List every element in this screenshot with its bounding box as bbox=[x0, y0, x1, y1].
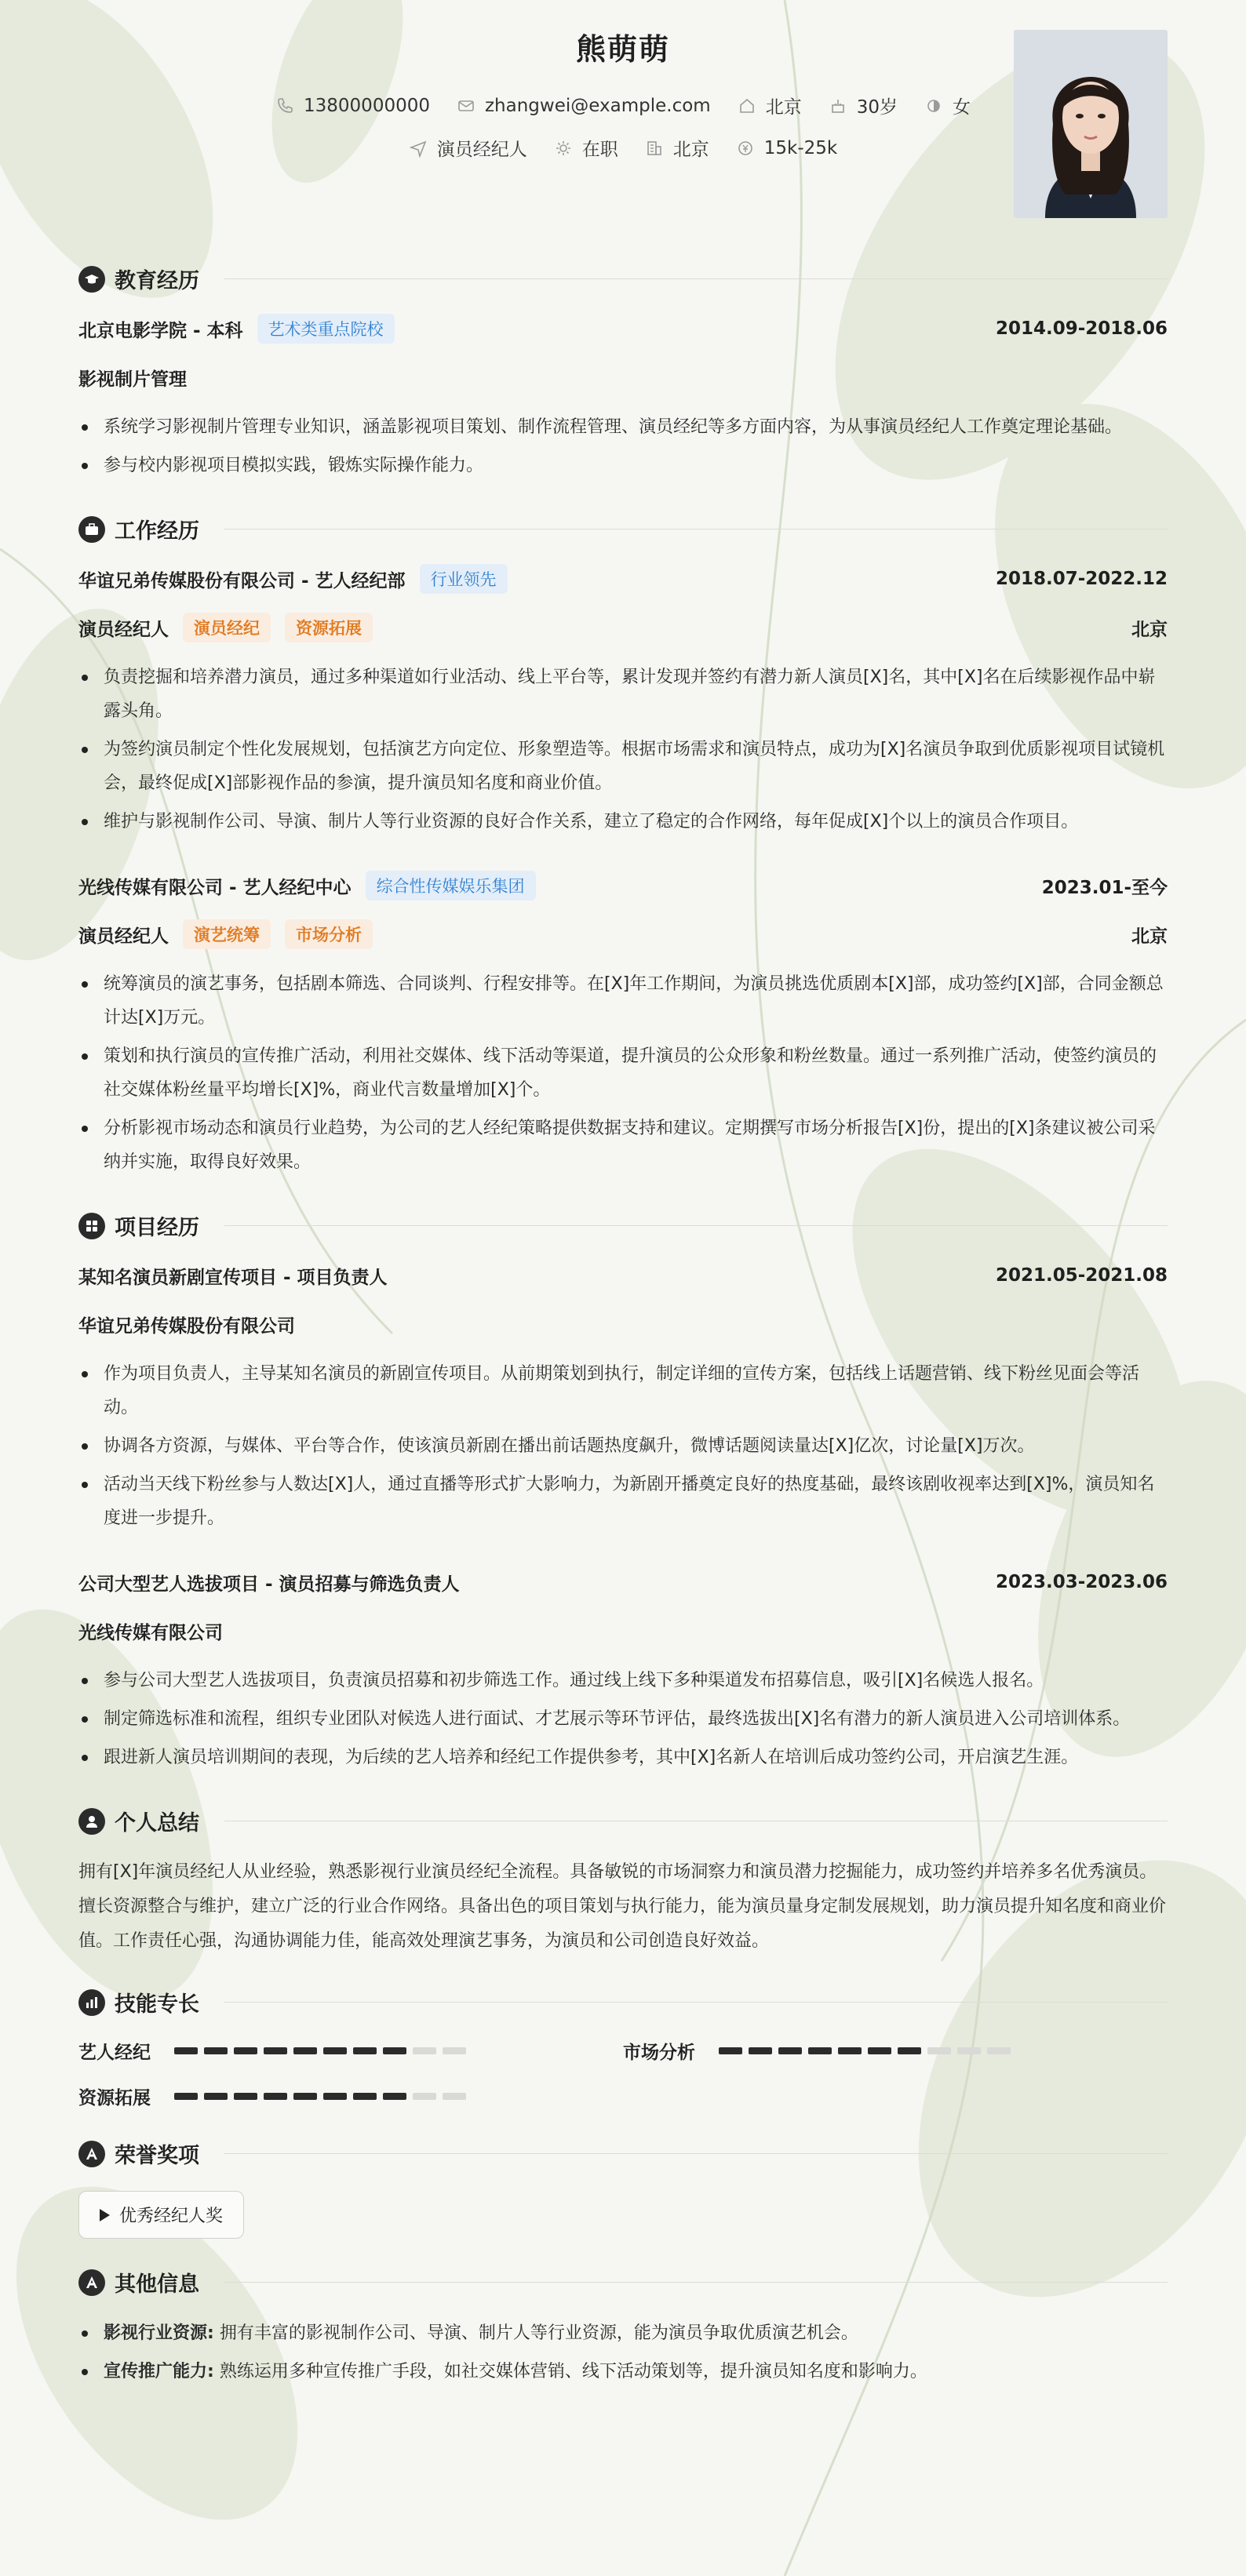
project-entry bbox=[78, 1566, 1168, 1774]
company-tag: 综合性传媒娱乐集团 bbox=[366, 871, 536, 901]
section-title-projects: 项目经历 bbox=[115, 1216, 199, 1240]
skill-level-segment bbox=[413, 2047, 436, 2054]
work-bullets bbox=[78, 967, 1168, 1179]
briefcase-icon bbox=[78, 516, 105, 543]
skill-name: 市场分析 bbox=[623, 2042, 695, 2063]
list-item: 活动当天线下粉丝参与人数达[X]人，通过直播等形式扩大影响力，为新剧开播奠定良好的热度基础，最终该剧收视率达到[X]%，演员知名度进一步提升。 bbox=[78, 1468, 1168, 1535]
skill-item bbox=[78, 2082, 623, 2110]
work-date: 2018.07-2022.12 bbox=[995, 569, 1168, 589]
skill-level-segment bbox=[413, 2093, 436, 2100]
skill-level-segment bbox=[898, 2047, 921, 2054]
list-item: 参与公司大型艺人选拔项目，负责演员招募和初步筛选工作。通过线上线下多种渠道发布招募信息，吸引[X]名候选人报名。 bbox=[78, 1664, 1168, 1697]
bar-chart-icon bbox=[78, 1989, 105, 2016]
other-label: 宣传推广能力: bbox=[104, 2362, 214, 2381]
person-icon bbox=[78, 1808, 105, 1835]
skill-level-segment bbox=[987, 2047, 1011, 2054]
list-item: 跟进新人演员培训期间的表现，为后续的艺人培养和经纪工作提供参考，其中[X]名新人在培训后成功签约公司，开启演艺生涯。 bbox=[78, 1741, 1168, 1774]
skill-level-segment bbox=[838, 2047, 862, 2054]
skill-level-segment bbox=[204, 2093, 228, 2100]
age-text: 30岁 bbox=[856, 97, 898, 118]
project-org: 华谊兄弟传媒股份有限公司 bbox=[78, 1315, 295, 1337]
skill-level-segment bbox=[353, 2047, 377, 2054]
skill-level-segment bbox=[443, 2047, 466, 2054]
school-tag: 艺术类重点院校 bbox=[257, 314, 395, 344]
cake-icon bbox=[829, 96, 847, 115]
home-icon bbox=[738, 96, 756, 115]
skill-level-segment bbox=[264, 2093, 287, 2100]
work-location: 北京 bbox=[1131, 926, 1168, 947]
skill-level-segment bbox=[204, 2047, 228, 2054]
section-title-work: 工作经历 bbox=[115, 519, 199, 544]
phone-item bbox=[275, 93, 430, 118]
skill-level-segment bbox=[174, 2093, 198, 2100]
target-city-item bbox=[645, 135, 709, 161]
skill-level-segment bbox=[383, 2047, 406, 2054]
project-title: 公司大型艺人选拔项目 - 演员招募与筛选负责人 bbox=[78, 1574, 460, 1595]
email-text: zhangwei@example.com bbox=[484, 95, 711, 116]
skill-level-segment bbox=[927, 2047, 951, 2054]
project-date: 2021.05-2021.08 bbox=[995, 1265, 1168, 1286]
list-item: 统筹演员的演艺事务，包括剧本筛选、合同谈判、行程安排等。在[X]年工作期间，为演员挑选优质剧本[X]部，成功签约[X]部，合同金额总计达[X]万元。 bbox=[78, 967, 1168, 1035]
skill-level-segment bbox=[749, 2047, 772, 2054]
education-bullets bbox=[78, 410, 1168, 482]
status-item bbox=[554, 135, 618, 161]
project-entry bbox=[78, 1260, 1168, 1535]
project-title: 某知名演员新剧宣传项目 - 项目负责人 bbox=[78, 1267, 388, 1288]
play-icon bbox=[100, 2209, 110, 2221]
skill-level-segment bbox=[293, 2047, 317, 2054]
list-item: 为签约演员制定个性化发展规划，包括演艺方向定位、形象塑造等。根据市场需求和演员特点，成功为[X]名演员争取到优质影视项目试镜机会，最终促成[X]部影视作品的参演，提升演员知名度和商业价值。 bbox=[78, 733, 1168, 800]
profile-photo bbox=[1014, 30, 1168, 218]
other-text: 拥有丰富的影视制作公司、导演、制片人等行业资源，能为演员争取优质演艺机会。 bbox=[219, 2323, 858, 2343]
skill-level-segment bbox=[957, 2047, 981, 2054]
skill-level-bar bbox=[174, 2093, 466, 2100]
role-name: 演员经纪人 bbox=[78, 619, 169, 640]
company-name: 华谊兄弟传媒股份有限公司 - 艺人经纪部 bbox=[78, 570, 406, 591]
job-intent-row bbox=[78, 135, 1168, 161]
list-item: 策划和执行演员的宣传推广活动，利用社交媒体、线下活动等渠道，提升演员的公众形象和粉丝数量。通过一系列推广活动，使签约演员的社交媒体粉丝量平均增长[X]%，商业代言数量增加[X]个。 bbox=[78, 1039, 1168, 1107]
award-name: 优秀经纪人奖 bbox=[119, 2207, 224, 2226]
contact-row bbox=[78, 93, 1168, 118]
section-title-other: 其他信息 bbox=[115, 2272, 199, 2297]
target-city-text: 北京 bbox=[672, 140, 709, 160]
section-divider bbox=[224, 2282, 1168, 2283]
skill-level-segment bbox=[323, 2093, 347, 2100]
list-item: 维护与影视制作公司、导演、制片人等行业资源的良好合作关系，建立了稳定的合作网络，每年促成[X]个以上的演员合作项目。 bbox=[78, 805, 1168, 839]
skill-level-segment bbox=[174, 2047, 198, 2054]
skills-grid bbox=[78, 2036, 1168, 2110]
skill-level-segment bbox=[778, 2047, 802, 2054]
status-icon bbox=[554, 139, 573, 158]
building-icon bbox=[645, 139, 664, 158]
section-divider bbox=[224, 1225, 1168, 1226]
section-divider bbox=[224, 278, 1168, 279]
education-date: 2014.09-2018.06 bbox=[995, 318, 1168, 339]
work-entry bbox=[78, 563, 1168, 839]
skill-level-segment bbox=[353, 2093, 377, 2100]
age-item bbox=[829, 93, 898, 118]
candidate-name: 熊萌萌 bbox=[575, 32, 670, 67]
company-tag: 行业领先 bbox=[420, 564, 508, 594]
list-item bbox=[78, 2355, 1168, 2389]
project-sub bbox=[78, 1615, 1168, 1646]
work-bullets bbox=[78, 660, 1168, 839]
skill-level-segment bbox=[868, 2047, 891, 2054]
list-item: 协调各方资源，与媒体、平台等合作，使该演员新剧在播出前话题热度飙升，微博话题阅读量达[X]亿次，讨论量[X]万次。 bbox=[78, 1429, 1168, 1463]
section-work bbox=[78, 514, 1168, 544]
skill-name: 艺人经纪 bbox=[78, 2042, 151, 2063]
work-sub bbox=[78, 612, 1168, 643]
education-head bbox=[78, 313, 1168, 344]
gender-text: 女 bbox=[952, 97, 971, 118]
skill-level-segment bbox=[234, 2093, 257, 2100]
project-head bbox=[78, 1260, 1168, 1291]
work-location: 北京 bbox=[1131, 619, 1168, 640]
role-name: 演员经纪人 bbox=[78, 926, 169, 947]
work-head bbox=[78, 870, 1168, 901]
list-item: 负责挖掘和培养潜力演员，通过多种渠道如行业活动、线上平台等，累计发现并签约有潜力新人演员[X]名，其中[X]名在后续影视作品中崭露头角。 bbox=[78, 660, 1168, 728]
project-sub bbox=[78, 1308, 1168, 1340]
email-item bbox=[457, 93, 711, 118]
info-icon bbox=[78, 2269, 105, 2296]
section-title-summary: 个人总结 bbox=[115, 1811, 199, 1836]
award-badge bbox=[78, 2191, 244, 2239]
section-divider bbox=[224, 2002, 1168, 2003]
education-entry bbox=[78, 313, 1168, 482]
skill-item bbox=[78, 2036, 623, 2065]
city-text: 北京 bbox=[765, 97, 802, 118]
section-title-skills: 技能专长 bbox=[115, 1992, 199, 2017]
education-sub bbox=[78, 362, 1168, 393]
project-bullets bbox=[78, 1664, 1168, 1774]
other-label: 影视行业资源: bbox=[104, 2323, 214, 2343]
skill-level-segment bbox=[293, 2093, 317, 2100]
resume-header bbox=[78, 0, 1168, 235]
skill-level-segment bbox=[234, 2047, 257, 2054]
salary-text: 15k-25k bbox=[763, 137, 838, 158]
project-bullets bbox=[78, 1357, 1168, 1535]
work-sub bbox=[78, 919, 1168, 950]
list-item: 制定筛选标准和流程，组织专业团队对候选人进行面试、才艺展示等环节评估，最终选拔出[X]名有潜力的新人演员进入公司培训体系。 bbox=[78, 1702, 1168, 1736]
grid-icon bbox=[78, 1213, 105, 1239]
role-tag: 资源拓展 bbox=[285, 613, 373, 642]
section-summary bbox=[78, 1806, 1168, 1836]
list-item: 系统学习影视制片管理专业知识，涵盖影视项目策划、制作流程管理、演员经纪等多方面内容，为从事演员经纪人工作奠定理论基础。 bbox=[78, 410, 1168, 444]
list-item: 参与校内影视项目模拟实践，锻炼实际操作能力。 bbox=[78, 449, 1168, 482]
list-item: 作为项目负责人，主导某知名演员的新剧宣传项目。从前期策划到执行，制定详细的宣传方案，包括线上话题营销、线下粉丝见面会等活动。 bbox=[78, 1357, 1168, 1424]
other-bullets bbox=[78, 2316, 1168, 2389]
city-item bbox=[738, 93, 802, 118]
phone-text: 13800000000 bbox=[304, 95, 430, 116]
school-name: 北京电影学院 - 本科 bbox=[78, 320, 243, 341]
skill-level-segment bbox=[719, 2047, 742, 2054]
status-text: 在职 bbox=[581, 140, 618, 160]
section-other bbox=[78, 2267, 1168, 2298]
project-org: 光线传媒有限公司 bbox=[78, 1622, 223, 1643]
project-date: 2023.03-2023.06 bbox=[995, 1572, 1168, 1592]
money-icon bbox=[736, 139, 755, 158]
graduation-cap-icon bbox=[78, 266, 105, 293]
send-icon bbox=[409, 139, 428, 158]
skill-level-segment bbox=[264, 2047, 287, 2054]
skill-name: 资源拓展 bbox=[78, 2087, 151, 2108]
skill-level-bar bbox=[719, 2047, 1011, 2054]
project-head bbox=[78, 1566, 1168, 1598]
work-date: 2023.01-至今 bbox=[1041, 877, 1168, 898]
role-tag: 演员经纪 bbox=[183, 613, 271, 642]
other-text: 熟练运用多种宣传推广手段，如社交媒体营销、线下活动策划等，提升演员知名度和影响力。 bbox=[219, 2362, 927, 2381]
gender-item bbox=[924, 93, 971, 118]
skill-level-segment bbox=[383, 2093, 406, 2100]
section-projects bbox=[78, 1210, 1168, 1241]
major-name: 影视制片管理 bbox=[78, 369, 187, 390]
salary-item bbox=[736, 135, 837, 161]
section-skills bbox=[78, 1987, 1168, 2018]
gender-icon bbox=[924, 96, 943, 115]
target-job-item bbox=[409, 135, 527, 161]
target-job-text: 演员经纪人 bbox=[436, 140, 527, 160]
skill-level-segment bbox=[443, 2093, 466, 2100]
section-title-education: 教育经历 bbox=[115, 269, 199, 293]
skill-level-segment bbox=[323, 2047, 347, 2054]
company-name: 光线传媒有限公司 - 艺人经纪中心 bbox=[78, 877, 352, 898]
email-icon bbox=[457, 96, 475, 115]
role-tag: 市场分析 bbox=[285, 919, 373, 949]
phone-icon bbox=[275, 96, 294, 115]
section-awards bbox=[78, 2138, 1168, 2169]
work-entry bbox=[78, 870, 1168, 1179]
skill-level-bar bbox=[174, 2047, 466, 2054]
work-head bbox=[78, 563, 1168, 595]
list-item bbox=[78, 2316, 1168, 2350]
section-divider bbox=[224, 2153, 1168, 2154]
section-education bbox=[78, 264, 1168, 294]
role-tag: 演艺统筹 bbox=[183, 919, 271, 949]
skill-level-segment bbox=[808, 2047, 832, 2054]
section-title-awards: 荣誉奖项 bbox=[115, 2144, 199, 2168]
award-icon bbox=[78, 2141, 105, 2167]
skill-item bbox=[623, 2036, 1168, 2065]
summary-text: 拥有[X]年演员经纪人从业经验，熟悉影视行业演员经纪全流程。具备敏锐的市场洞察力和演员潜力挖掘能力，成功签约并培养多名优秀演员。擅长资源整合与维护，建立广泛的行业合作网络。具备出色的项目策划与执行能力，能为演员量身定制发展规划，助力演员提升知名度和商业价值。工作责任心强，沟通协调能力佳，能高效处理演艺事务，为演员和公司创造良好效益。 bbox=[78, 1862, 1167, 1951]
list-item: 分析影视市场动态和演员行业趋势，为公司的艺人经纪策略提供数据支持和建议。定期撰写市场分析报告[X]份，提出的[X]条建议被公司采纳并实施，取得良好效果。 bbox=[78, 1112, 1168, 1179]
